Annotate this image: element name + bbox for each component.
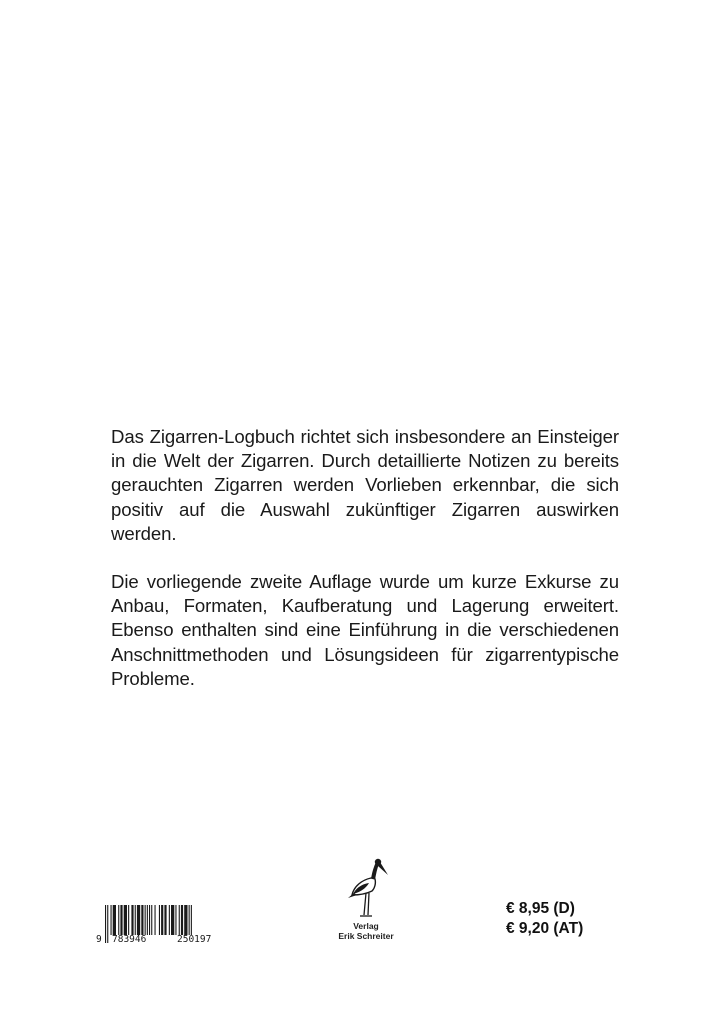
barcode-bar [131,905,133,935]
barcode-bar [111,905,112,935]
barcode-bar [149,905,150,935]
barcode-bar [191,905,192,935]
barcode-bar [120,905,122,935]
publisher-name-line-1: Verlag [353,921,379,931]
blurb-paragraph-2: Die vorliegende zweite Auflage wurde um kurze Exkurse zu Anbau, Formaten, Kaufberatung und Lagerung erweitert. Ebenso enthalten sind eine Einführung in die verschiedenen Anschnittmethoden und Lösungsideen für zigarrentypische Probleme. [111,571,619,689]
barcode-bar [184,905,187,935]
publisher-name-line-2: Erik Schreiter [338,931,394,941]
barcode-bar [105,905,106,943]
barcode-bar [128,905,129,935]
isbn-digit-first: 9 [96,934,102,945]
price-block [506,899,583,939]
barcode-bar [145,905,146,935]
isbn-digits-right: 250197 [177,934,212,945]
barcode-bar [169,905,170,935]
barcode-bar [135,905,136,935]
barcode-bar [107,905,108,943]
barcode-bar [141,905,143,935]
barcode-bar [124,905,127,935]
stork-icon [344,853,388,921]
barcode-bar [161,905,163,935]
barcode-bar [137,905,140,935]
barcode-bar [175,905,176,935]
isbn-digits-left: 783946 [112,934,147,945]
barcode-bar [159,905,160,935]
blurb-paragraph-1: Das Zigarren-Logbuch richtet sich insbesondere an Einsteiger in die Welt der Zigarren. Durch detaillierte Notizen zu bereits gerauchten Zigarren werden Vorlieben erkennbar, die sich positiv auf die Auswahl zukünftiger Zigarren auswirken werden. [111,426,619,544]
barcode-bar [179,905,180,935]
barcode-bar [151,905,152,935]
barcode-bar [147,905,148,935]
price-germany: € 8,95 (D) [506,900,575,917]
barcode-bar [164,905,166,935]
barcode-bar [113,905,116,935]
barcode-bar [118,905,119,935]
barcode-bar [155,905,156,935]
barcode-bar [181,905,183,935]
barcode-bar [189,905,190,935]
price-austria: € 9,20 (AT) [506,920,584,937]
back-cover-blurb [111,425,619,691]
barcode-bar [171,905,174,935]
publisher-logo [326,853,406,941]
